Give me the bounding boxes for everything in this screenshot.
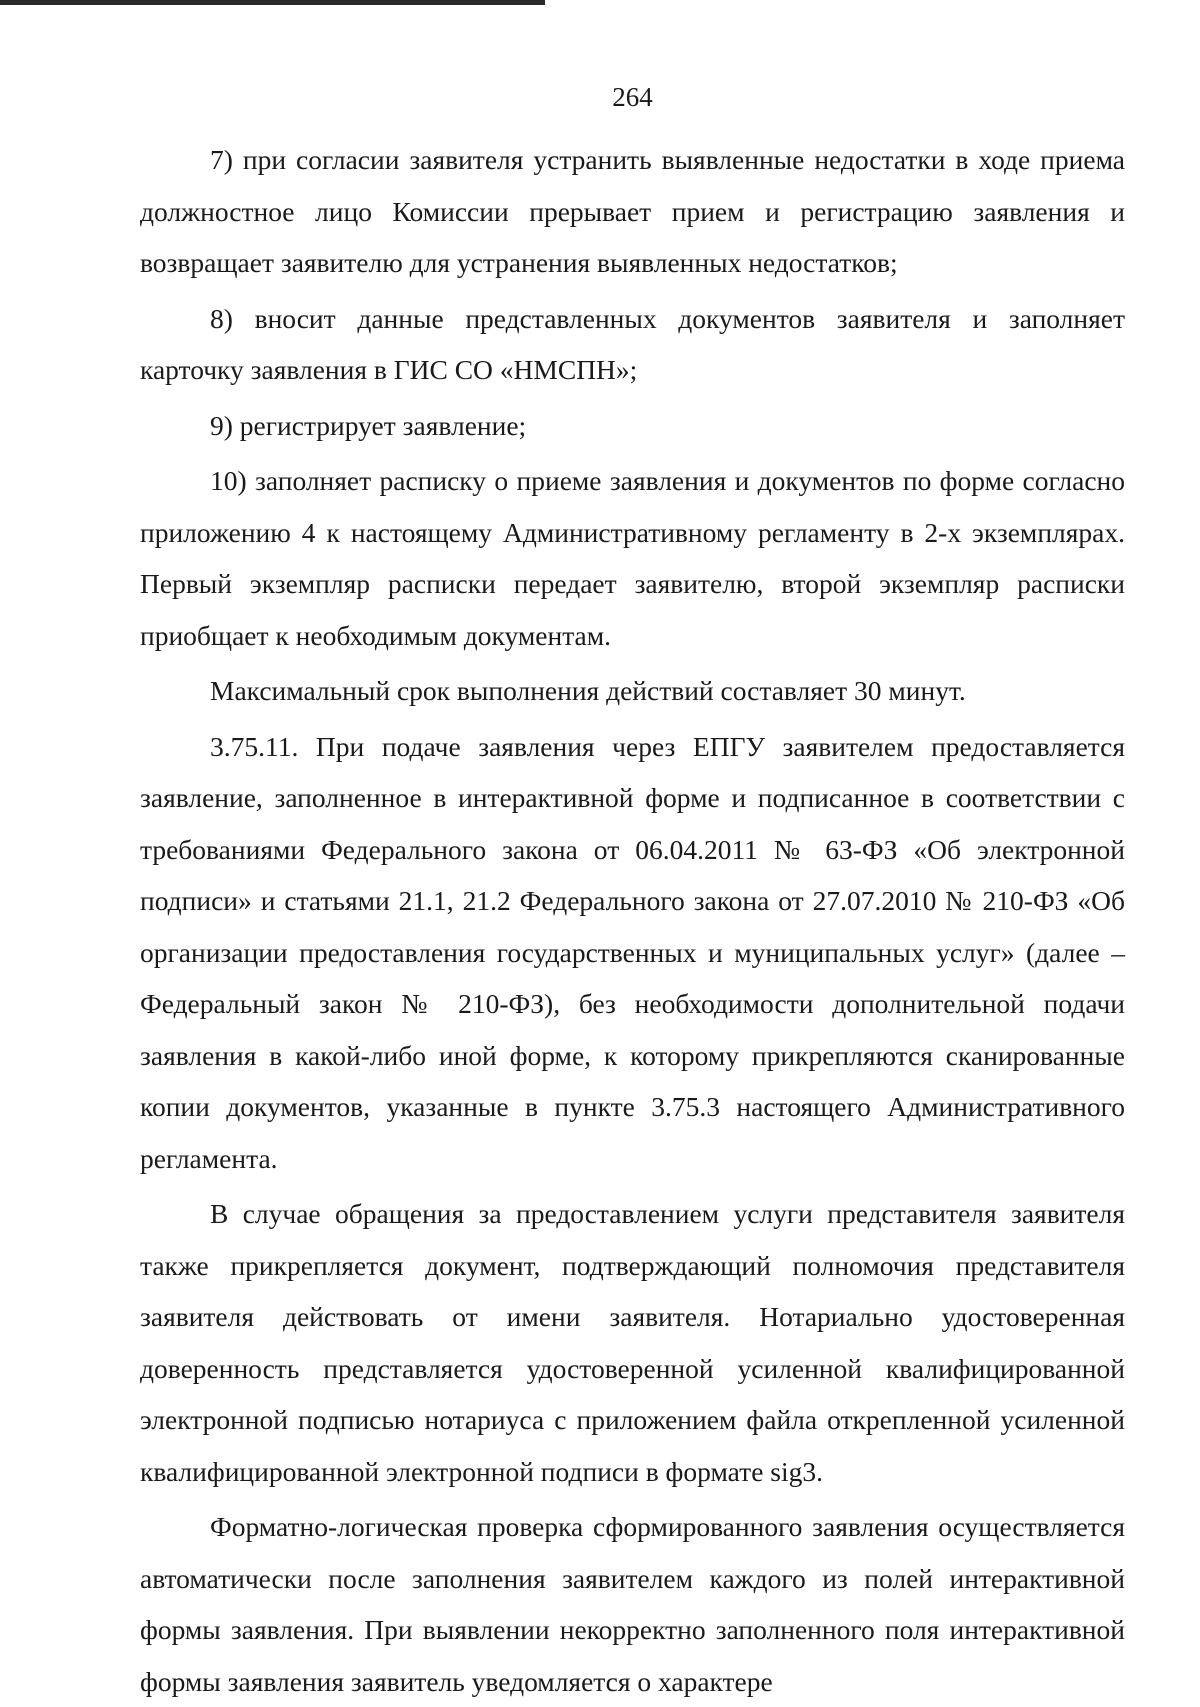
paragraph-item-9: 9) регистрирует заявление; bbox=[210, 409, 527, 441]
paragraph-item-8: 8) вносит данные представленных документов заявителя и заполняет карточку заявления в ГИС СО «НМСПН»; bbox=[140, 302, 1125, 385]
paragraph-item-7: 7) при согласии заявителя устранить выявленные недостатки в ходе приема должностное лицо Комиссии прерывает прием и регистрацию заявления и возвращает заявителю для устранения выявленных недостатков; bbox=[140, 144, 1125, 278]
paragraph-section-3-75-11: 3.75.11. При подаче заявления через ЕПГУ заявителем предоставляется заявление, заполненное в интерактивной форме и подписанное в соответствии с требованиями Федерального закона от 06.04.2011 № 63-ФЗ «Об электронной подписи» и статьями 21.1, 21.2 Федерального закона от 27.07.2010 № 210-ФЗ «Об организации предоставления государственных и муниципальных услуг» (далее – Федеральный закон № 210-ФЗ), без необходимости дополнительной подачи заявления в какой-либо иной форме, к которому прикрепляются сканированные копии документов, указанные в пункте 3.75.3 настоящего Административного регламента. bbox=[140, 730, 1125, 1174]
paragraph-representative: В случае обращения за предоставлением услуги представителя заявителя также прикрепляется документ, подтверждающий полномочия представителя заявителя действовать от имени заявителя. Нотариально удостоверенная доверенность представляется удостоверенной усиленной квалифицированной электронной подписью нотариуса с приложением файла открепленной усиленной квалифицированной электронной подписи в формате sig3. bbox=[140, 1198, 1125, 1487]
document-page bbox=[140, 70, 1125, 1707]
paragraph-max-duration: Максимальный срок выполнения действий составляет 30 минут. bbox=[210, 675, 966, 706]
page-number: 264 bbox=[612, 82, 653, 112]
scan-top-edge-rule bbox=[0, 0, 545, 5]
paragraph-item-10: 10) заполняет расписку о приеме заявления и документов по форме согласно приложению 4 к настоящему Административному регламенту в 2-х экземплярах. Первый экземпляр расписки передает заявителю, второй экземпляр расписки приобщает к необходимым документам. bbox=[140, 465, 1125, 651]
paragraph-format-check: Форматно-логическая проверка сформированного заявления осуществляется автоматически после заполнения заявителем каждого из полей интерактивной формы заявления. При выявлении некорректно заполненного поля интерактивной формы заявления заявитель уведомляется о характере bbox=[140, 1511, 1125, 1697]
